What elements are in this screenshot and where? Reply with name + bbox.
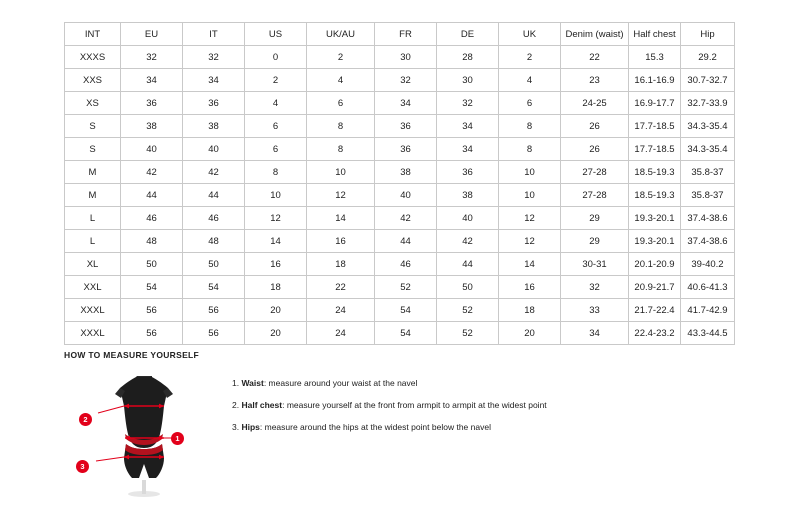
table-cell: 36 bbox=[375, 115, 437, 138]
table-cell: XS bbox=[65, 92, 121, 115]
table-cell: 14 bbox=[245, 230, 307, 253]
table-cell: 6 bbox=[307, 92, 375, 115]
table-cell: 44 bbox=[437, 253, 499, 276]
table-cell: M bbox=[65, 161, 121, 184]
table-cell: 34 bbox=[437, 138, 499, 161]
table-cell: 36 bbox=[183, 92, 245, 115]
table-cell: 21.7-22.4 bbox=[629, 299, 681, 322]
table-row bbox=[65, 115, 735, 138]
table-cell: 46 bbox=[121, 207, 183, 230]
table-row bbox=[65, 276, 735, 299]
table-cell: 42 bbox=[375, 207, 437, 230]
measure-step-number-2: 2. bbox=[232, 400, 240, 411]
table-cell: 43.3-44.5 bbox=[681, 322, 735, 345]
table-cell: 35.8-37 bbox=[681, 161, 735, 184]
table-cell: 30 bbox=[437, 69, 499, 92]
table-row bbox=[65, 230, 735, 253]
table-cell: 16 bbox=[307, 230, 375, 253]
table-cell: XL bbox=[65, 253, 121, 276]
table-cell: 24 bbox=[307, 322, 375, 345]
table-cell: 16 bbox=[499, 276, 561, 299]
table-row bbox=[65, 92, 735, 115]
table-row bbox=[65, 69, 735, 92]
table-cell: 37.4-38.6 bbox=[681, 207, 735, 230]
table-cell: 2 bbox=[499, 46, 561, 69]
table-cell: 48 bbox=[121, 230, 183, 253]
measure-step-number-3: 3. bbox=[232, 422, 240, 433]
table-cell: 40.6-41.3 bbox=[681, 276, 735, 299]
column-header-uk: UK bbox=[499, 23, 561, 46]
table-cell: 40 bbox=[437, 207, 499, 230]
table-cell: 50 bbox=[183, 253, 245, 276]
table-cell: 15.3 bbox=[629, 46, 681, 69]
table-cell: 36 bbox=[375, 138, 437, 161]
size-chart-table bbox=[64, 22, 735, 345]
column-header-int: INT bbox=[65, 23, 121, 46]
how-to-measure-section bbox=[64, 350, 734, 498]
table-cell: 48 bbox=[183, 230, 245, 253]
table-row bbox=[65, 299, 735, 322]
table-cell: 36 bbox=[437, 161, 499, 184]
table-cell: 34 bbox=[437, 115, 499, 138]
table-cell: 20 bbox=[245, 299, 307, 322]
table-cell: 19.3-20.1 bbox=[629, 207, 681, 230]
table-cell: XXS bbox=[65, 69, 121, 92]
table-cell: 29 bbox=[561, 230, 629, 253]
table-cell: 33 bbox=[561, 299, 629, 322]
size-chart-container bbox=[64, 22, 734, 345]
table-cell: S bbox=[65, 115, 121, 138]
table-cell: 18 bbox=[245, 276, 307, 299]
mannequin-figure bbox=[80, 368, 204, 498]
table-cell: 32 bbox=[561, 276, 629, 299]
table-cell: 14 bbox=[307, 207, 375, 230]
table-cell: 22.4-23.2 bbox=[629, 322, 681, 345]
table-cell: L bbox=[65, 207, 121, 230]
column-header-it: IT bbox=[183, 23, 245, 46]
table-cell: 56 bbox=[183, 322, 245, 345]
table-cell: 4 bbox=[245, 92, 307, 115]
table-cell: 40 bbox=[375, 184, 437, 207]
column-header-half-chest: Half chest bbox=[629, 23, 681, 46]
table-cell: S bbox=[65, 138, 121, 161]
table-cell: 4 bbox=[307, 69, 375, 92]
table-cell: XXXL bbox=[65, 299, 121, 322]
measure-step-text-half-chest: : measure yourself at the front from armpit to armpit at the widest point bbox=[282, 400, 547, 411]
table-cell: 12 bbox=[245, 207, 307, 230]
table-cell: 29 bbox=[561, 207, 629, 230]
table-cell: 54 bbox=[375, 322, 437, 345]
table-cell: 40 bbox=[121, 138, 183, 161]
table-cell: 38 bbox=[437, 184, 499, 207]
table-cell: 56 bbox=[121, 299, 183, 322]
table-cell: 14 bbox=[499, 253, 561, 276]
table-cell: 40 bbox=[183, 138, 245, 161]
table-cell: 18 bbox=[499, 299, 561, 322]
table-cell: 12 bbox=[499, 230, 561, 253]
measure-step-text-waist: : measure around your waist at the navel bbox=[263, 378, 418, 388]
table-body bbox=[65, 46, 735, 345]
table-cell: 35.8-37 bbox=[681, 184, 735, 207]
table-cell: 18 bbox=[307, 253, 375, 276]
table-cell: 10 bbox=[307, 161, 375, 184]
table-cell: 32.7-33.9 bbox=[681, 92, 735, 115]
column-header-eu: EU bbox=[121, 23, 183, 46]
table-cell: 10 bbox=[499, 161, 561, 184]
measure-step-term-hips: Hips bbox=[241, 422, 260, 433]
column-header-hip: Hip bbox=[681, 23, 735, 46]
table-cell: 54 bbox=[375, 299, 437, 322]
table-cell: XXXS bbox=[65, 46, 121, 69]
table-cell: 37.4-38.6 bbox=[681, 230, 735, 253]
table-cell: 52 bbox=[375, 276, 437, 299]
table-cell: 2 bbox=[245, 69, 307, 92]
column-header-de: DE bbox=[437, 23, 499, 46]
table-cell: 6 bbox=[245, 138, 307, 161]
table-cell: 8 bbox=[245, 161, 307, 184]
measure-step-waist bbox=[232, 378, 547, 388]
measure-badge-2: 2 bbox=[79, 413, 92, 426]
table-cell: 16.1-16.9 bbox=[629, 69, 681, 92]
table-cell: 44 bbox=[375, 230, 437, 253]
table-header bbox=[65, 23, 735, 46]
table-row bbox=[65, 253, 735, 276]
table-cell: 54 bbox=[121, 276, 183, 299]
measure-step-hips bbox=[232, 422, 547, 432]
table-cell: 50 bbox=[121, 253, 183, 276]
table-row bbox=[65, 322, 735, 345]
table-cell: 34.3-35.4 bbox=[681, 138, 735, 161]
table-cell: 4 bbox=[499, 69, 561, 92]
table-cell: 32 bbox=[437, 92, 499, 115]
table-cell: 29.2 bbox=[681, 46, 735, 69]
table-cell: 52 bbox=[437, 322, 499, 345]
table-cell: 26 bbox=[561, 115, 629, 138]
table-row bbox=[65, 184, 735, 207]
table-cell: 6 bbox=[499, 92, 561, 115]
table-cell: 44 bbox=[183, 184, 245, 207]
measure-step-half-chest bbox=[232, 400, 547, 410]
table-cell: 20.9-21.7 bbox=[629, 276, 681, 299]
table-cell: 32 bbox=[375, 69, 437, 92]
table-cell: 32 bbox=[121, 46, 183, 69]
table-row bbox=[65, 46, 735, 69]
table-cell: 44 bbox=[121, 184, 183, 207]
table-cell: 54 bbox=[183, 276, 245, 299]
table-cell: 20.1-20.9 bbox=[629, 253, 681, 276]
table-cell: 16 bbox=[245, 253, 307, 276]
table-cell: 34 bbox=[183, 69, 245, 92]
table-cell: 38 bbox=[375, 161, 437, 184]
table-cell: 30-31 bbox=[561, 253, 629, 276]
table-cell: 8 bbox=[499, 115, 561, 138]
table-cell: 50 bbox=[437, 276, 499, 299]
mannequin-illustration bbox=[84, 368, 204, 498]
table-cell: 10 bbox=[499, 184, 561, 207]
table-row bbox=[65, 161, 735, 184]
table-cell: 27-28 bbox=[561, 161, 629, 184]
table-cell: 17.7-18.5 bbox=[629, 138, 681, 161]
table-cell: 20 bbox=[245, 322, 307, 345]
table-cell: 38 bbox=[121, 115, 183, 138]
table-cell: 18.5-19.3 bbox=[629, 184, 681, 207]
table-cell: 8 bbox=[499, 138, 561, 161]
table-cell: 12 bbox=[499, 207, 561, 230]
table-cell: 52 bbox=[437, 299, 499, 322]
table-cell: 46 bbox=[183, 207, 245, 230]
measure-step-term-half-chest: Half chest bbox=[241, 400, 283, 411]
table-cell: 20 bbox=[499, 322, 561, 345]
table-header-row bbox=[65, 23, 735, 46]
table-cell: 28 bbox=[437, 46, 499, 69]
table-cell: 34 bbox=[121, 69, 183, 92]
table-cell: XXL bbox=[65, 276, 121, 299]
table-cell: 0 bbox=[245, 46, 307, 69]
how-to-measure-title: HOW TO MEASURE YOURSELF bbox=[64, 350, 200, 360]
table-cell: 56 bbox=[121, 322, 183, 345]
table-cell: 19.3-20.1 bbox=[629, 230, 681, 253]
table-row bbox=[65, 138, 735, 161]
table-cell: 34 bbox=[561, 322, 629, 345]
measure-step-number-1: 1. bbox=[232, 378, 240, 388]
table-cell: 56 bbox=[183, 299, 245, 322]
column-header-fr: FR bbox=[375, 23, 437, 46]
table-cell: 34.3-35.4 bbox=[681, 115, 735, 138]
table-cell: 32 bbox=[183, 46, 245, 69]
column-header-denim-waist: Denim (waist) bbox=[561, 23, 629, 46]
table-cell: 12 bbox=[307, 184, 375, 207]
table-cell: L bbox=[65, 230, 121, 253]
table-cell: 2 bbox=[307, 46, 375, 69]
table-cell: 24-25 bbox=[561, 92, 629, 115]
table-cell: 30.7-32.7 bbox=[681, 69, 735, 92]
measure-badge-1: 1 bbox=[171, 432, 184, 445]
column-header-us: US bbox=[245, 23, 307, 46]
table-cell: 42 bbox=[121, 161, 183, 184]
table-cell: 38 bbox=[183, 115, 245, 138]
how-to-measure-body bbox=[64, 368, 734, 498]
table-cell: XXXL bbox=[65, 322, 121, 345]
table-cell: 42 bbox=[183, 161, 245, 184]
table-cell: 10 bbox=[245, 184, 307, 207]
table-cell: 30 bbox=[375, 46, 437, 69]
table-cell: 23 bbox=[561, 69, 629, 92]
table-cell: 18.5-19.3 bbox=[629, 161, 681, 184]
table-cell: 16.9-17.7 bbox=[629, 92, 681, 115]
measure-badge-3: 3 bbox=[76, 460, 89, 473]
table-cell: 22 bbox=[561, 46, 629, 69]
table-cell: 27-28 bbox=[561, 184, 629, 207]
table-cell: 42 bbox=[437, 230, 499, 253]
table-cell: 36 bbox=[121, 92, 183, 115]
column-header-ukau: UK/AU bbox=[307, 23, 375, 46]
table-cell: 39-40.2 bbox=[681, 253, 735, 276]
table-cell: M bbox=[65, 184, 121, 207]
table-cell: 46 bbox=[375, 253, 437, 276]
table-row bbox=[65, 207, 735, 230]
table-cell: 6 bbox=[245, 115, 307, 138]
table-cell: 8 bbox=[307, 115, 375, 138]
measure-steps-list bbox=[232, 368, 547, 445]
table-cell: 22 bbox=[307, 276, 375, 299]
table-cell: 17.7-18.5 bbox=[629, 115, 681, 138]
table-cell: 24 bbox=[307, 299, 375, 322]
measure-step-text-hips: : measure around the hips at the widest point below the navel bbox=[259, 422, 491, 433]
table-cell: 26 bbox=[561, 138, 629, 161]
table-cell: 41.7-42.9 bbox=[681, 299, 735, 322]
table-cell: 8 bbox=[307, 138, 375, 161]
measure-step-term-waist: Waist bbox=[241, 378, 264, 388]
table-cell: 34 bbox=[375, 92, 437, 115]
